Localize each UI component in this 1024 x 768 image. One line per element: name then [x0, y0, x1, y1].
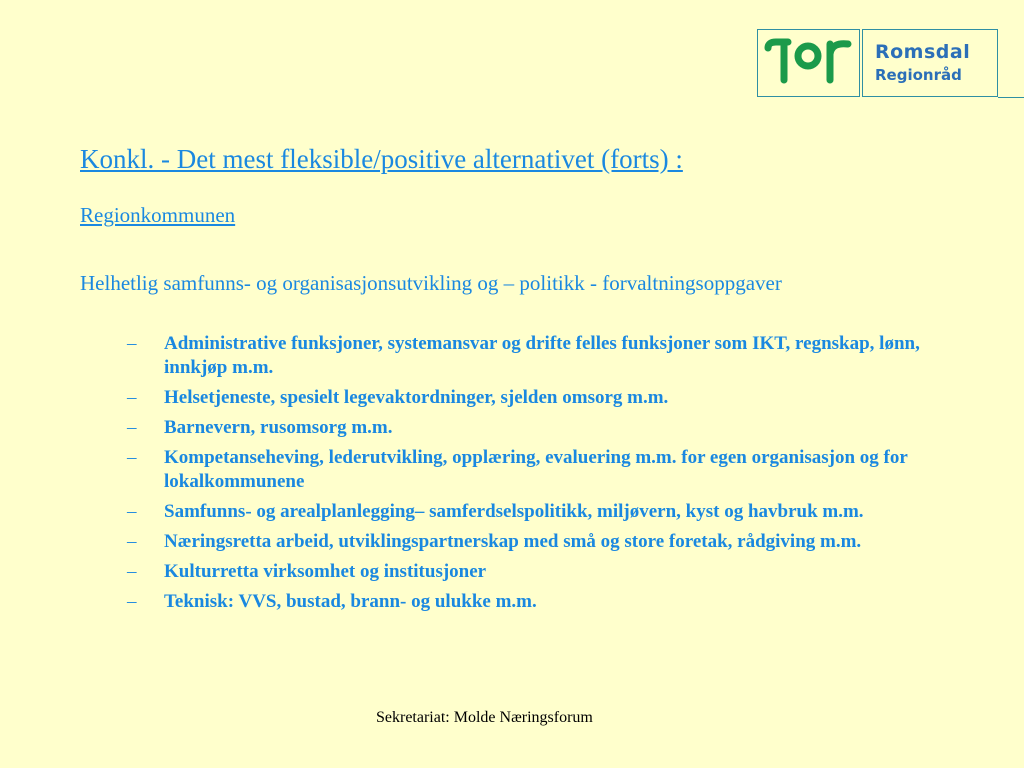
bullet-dash: –	[127, 591, 137, 612]
bullet-list	[127, 332, 957, 620]
logo-text-box	[862, 29, 998, 97]
bullet-text: Kompetanseheving, lederutvikling, opplæring, evaluering m.m. for egen organisasjon og for lokalkommunene	[164, 447, 908, 492]
logo-mark	[757, 29, 860, 97]
main-point: Helhetlig samfunns- og organisasjonsutvikling og – politikk - forvaltningsoppgaver	[80, 271, 782, 295]
logo-name: Romsdal	[875, 41, 971, 63]
bullet-dash: –	[127, 387, 137, 408]
bullet-dash: –	[127, 417, 137, 438]
bullet-dash: –	[127, 531, 137, 552]
bullet-text: Helsetjeneste, spesielt legevaktordninger, sjelden omsorg m.m.	[164, 387, 669, 408]
bullet-item	[127, 386, 957, 410]
bullet-item	[127, 332, 957, 380]
bullet-text: Barnevern, rusomsorg m.m.	[164, 417, 393, 438]
bullet-text: Teknisk: VVS, bustad, brann- og ulukke m.m.	[164, 591, 537, 612]
bullet-item	[127, 530, 957, 554]
bullet-dash: –	[127, 333, 137, 354]
romsdal-logo-icon	[758, 30, 859, 96]
bullet-text: Samfunns- og arealplanlegging– samferdselspolitikk, miljøvern, kyst og havbruk m.m.	[164, 501, 864, 522]
bullet-text: Næringsretta arbeid, utviklingspartnerskap med små og store foretak, rådgiving m.m.	[164, 531, 862, 552]
bullet-item	[127, 590, 957, 614]
bullet-text: Kulturretta virksomhet og institusjoner	[164, 561, 487, 582]
bullet-dash: –	[127, 501, 137, 522]
logo-subname: Regionråd	[875, 66, 962, 84]
logo	[757, 29, 1024, 99]
footer-text: Sekretariat: Molde Næringsforum	[376, 709, 593, 726]
bullet-dash: –	[127, 561, 137, 582]
slide-subtitle: Regionkommunen	[80, 203, 236, 227]
bullet-item	[127, 500, 957, 524]
bullet-item	[127, 446, 957, 494]
bullet-item	[127, 560, 957, 584]
bullet-dash: –	[127, 447, 137, 468]
logo-underline	[998, 97, 1024, 98]
slide-title: Konkl. - Det mest fleksible/positive alternativet (forts) :	[80, 144, 683, 174]
bullet-item	[127, 416, 957, 440]
bullet-text: Administrative funksjoner, systemansvar og drifte felles funksjoner som IKT, regnskap, lønn, innkjøp m.m.	[164, 333, 920, 378]
